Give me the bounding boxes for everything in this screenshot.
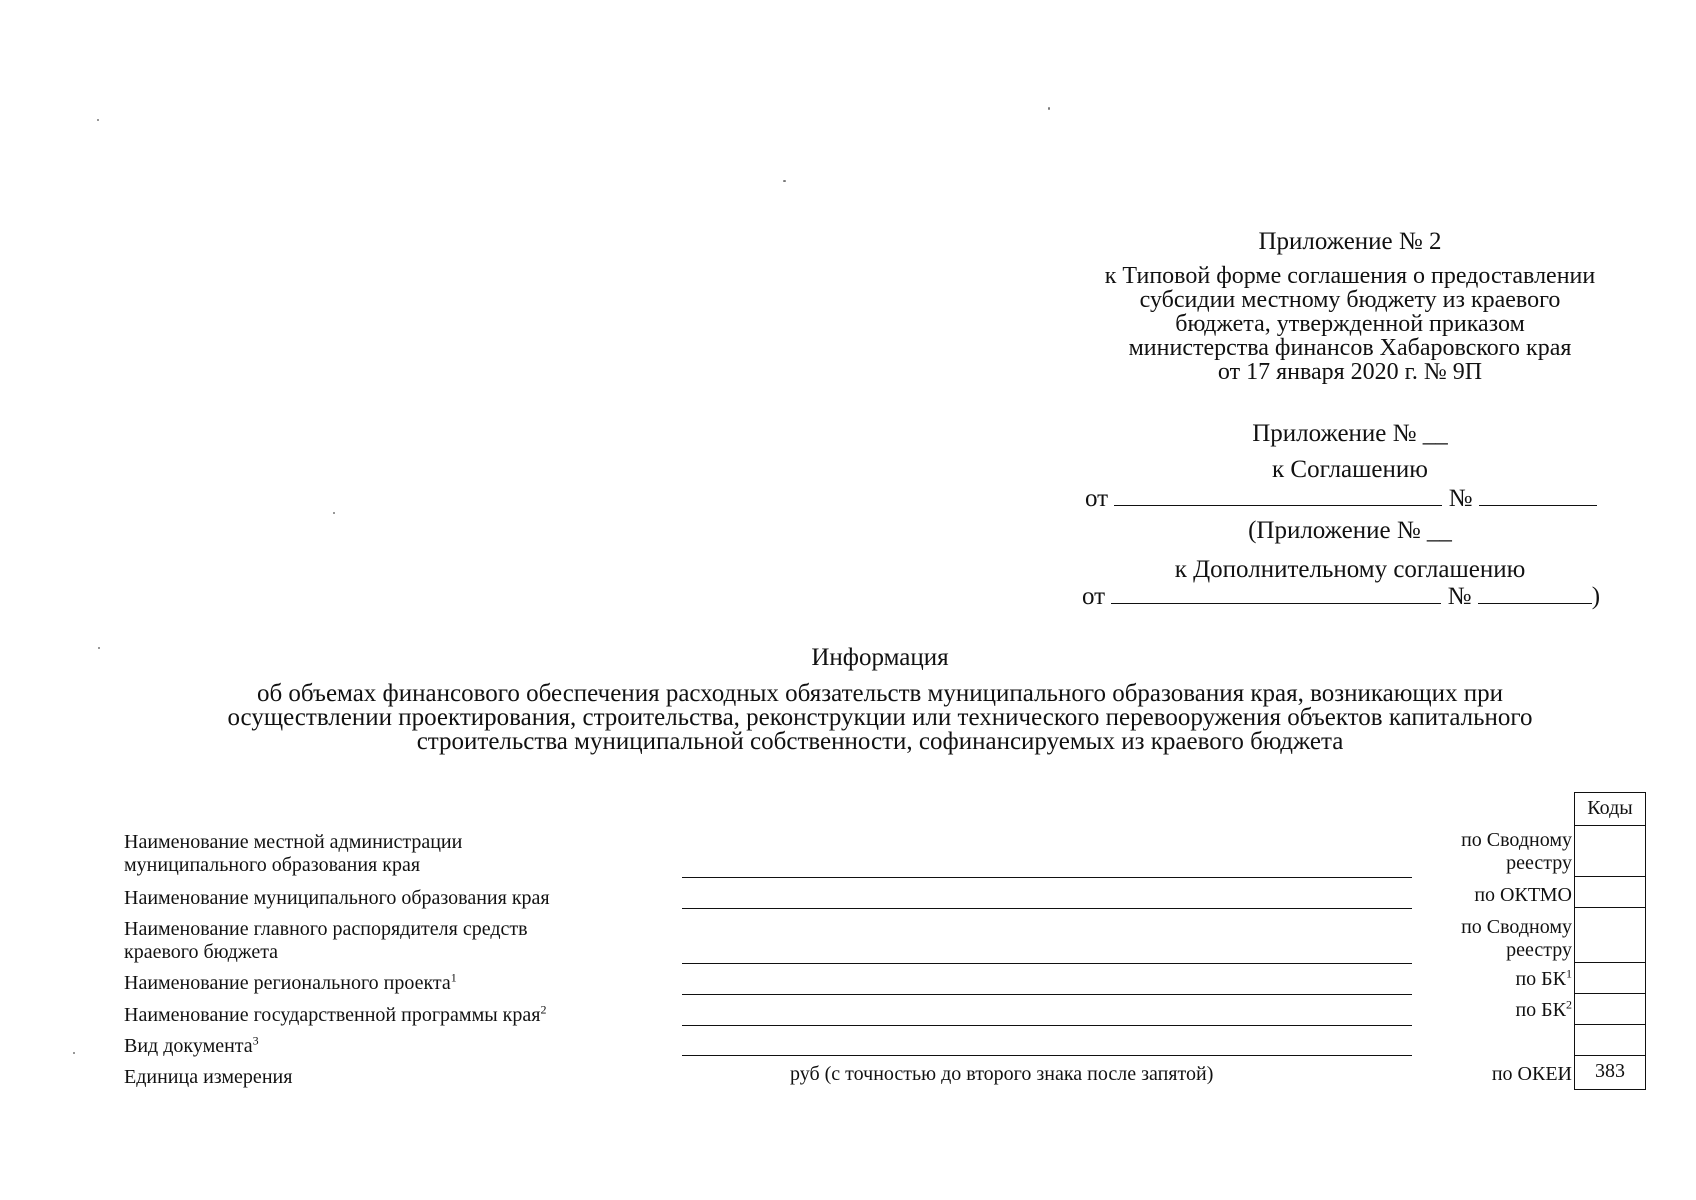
additional-agreement-date-number-line (1082, 581, 1600, 611)
okei-code-cell[interactable]: 383 (1595, 1060, 1625, 1082)
label-line: муниципального образования края (124, 854, 421, 876)
label-line: Наименование местной администрации (124, 831, 463, 853)
budget-manager-label (124, 918, 528, 964)
label-text: Наименование государственной программы края (124, 1004, 541, 1026)
document-type-code-cell[interactable] (1575, 1025, 1645, 1056)
summary-registry-code-label-2 (1392, 916, 1572, 962)
label-text: Наименование регионального проекта (124, 972, 451, 994)
code-label-text: по БК (1515, 968, 1566, 990)
bk-code-cell-2[interactable] (1575, 994, 1645, 1025)
municipality-name-field[interactable] (682, 908, 1412, 909)
document-type-field[interactable] (682, 1055, 1412, 1056)
number-sign: № (1447, 583, 1472, 610)
codes-header: Коды (1575, 793, 1645, 826)
state-program-label (124, 1004, 546, 1027)
additional-agreement-date-field[interactable] (1111, 581, 1441, 604)
local-administration-field[interactable] (682, 877, 1412, 878)
scan-speck (1048, 107, 1050, 110)
appendix-description (1040, 264, 1660, 384)
bk-code-label-2 (1392, 999, 1572, 1022)
local-administration-label (124, 831, 462, 877)
scan-speck (783, 180, 786, 182)
additional-appendix-number: (Приложение № __ (1248, 517, 1452, 544)
municipality-name-label: Наименование муниципального образования края (124, 887, 550, 909)
to-agreement-label: к Соглашению (1272, 456, 1428, 483)
summary-registry-code-cell[interactable] (1575, 826, 1645, 877)
appendix-description-line: к Типовой форме соглашения о предоставлении (1104, 263, 1596, 289)
code-label-line: по Сводному (1461, 916, 1572, 938)
appendix-description-line: субсидии местному бюджету из краевого (1139, 287, 1561, 313)
okei-code-label: по ОКЕИ (1491, 1063, 1572, 1085)
subtitle-line: осуществлении проектирования, строительства, реконструкции или технического перевооружения объектов капитального (227, 704, 1533, 731)
footnote-mark: 1 (1566, 966, 1572, 981)
label-line: Наименование главного распорядителя средств (124, 918, 528, 940)
agreement-date-field[interactable] (1114, 483, 1442, 506)
footnote-mark: 1 (450, 970, 457, 985)
appendix-description-line: от 17 января 2020 г. № 9П (1217, 359, 1483, 385)
unit-of-measure-label: Единица измерения (124, 1066, 293, 1088)
appendix-title: Приложение № 2 (1258, 228, 1442, 255)
unit-of-measure-value: руб (с точностью до второго знака после запятой) (790, 1063, 1214, 1085)
code-label-line: по Сводному (1461, 829, 1572, 851)
bk-code-cell-1[interactable] (1575, 963, 1645, 994)
code-label-text: по БК (1515, 999, 1566, 1021)
label-text: Вид документа (124, 1035, 253, 1057)
scan-speck (97, 119, 99, 121)
oktmo-code-cell[interactable] (1575, 877, 1645, 908)
label-line: краевого бюджета (124, 941, 279, 963)
closing-paren: ) (1591, 583, 1601, 610)
agreement-date-number-line (1085, 483, 1597, 513)
scan-speck (333, 512, 335, 514)
regional-project-label (124, 972, 457, 995)
appendix-description-line: министерства финансов Хабаровского края (1128, 335, 1572, 361)
document-type-label (124, 1035, 259, 1058)
additional-agreement-number-field[interactable] (1478, 581, 1592, 604)
summary-registry-code-label (1392, 829, 1572, 875)
subtitle-line: об объемах финансового обеспечения расходных обязательств муниципального образования края, возникающих при (256, 680, 1504, 707)
number-sign: № (1448, 485, 1473, 512)
footnote-mark: 2 (1566, 997, 1572, 1012)
code-label-line: реестру (1506, 852, 1572, 874)
document-subtitle (100, 682, 1660, 754)
from-label: от (1085, 485, 1109, 512)
subtitle-line: строительства муниципальной собственности, софинансируемых из краевого бюджета (416, 728, 1344, 755)
from-label: от (1082, 583, 1106, 610)
appendix-description-line: бюджета, утвержденной приказом (1175, 311, 1525, 337)
budget-manager-field[interactable] (682, 963, 1412, 964)
document-title: Информация (811, 644, 949, 671)
codes-column (1574, 792, 1646, 1090)
state-program-field[interactable] (682, 1025, 1412, 1026)
agreement-appendix-number: Приложение № __ (1252, 420, 1448, 447)
scan-speck (73, 1052, 75, 1054)
footnote-mark: 3 (252, 1033, 259, 1048)
code-label-line: реестру (1506, 939, 1572, 961)
oktmo-code-label: по ОКТМО (1474, 884, 1572, 906)
bk-code-label-1 (1392, 968, 1572, 991)
agreement-number-field[interactable] (1479, 483, 1597, 506)
regional-project-field[interactable] (682, 994, 1412, 995)
to-additional-agreement-label: к Дополнительному соглашению (1174, 556, 1526, 583)
summary-registry-code-cell-2[interactable] (1575, 908, 1645, 963)
footnote-mark: 2 (540, 1002, 547, 1017)
